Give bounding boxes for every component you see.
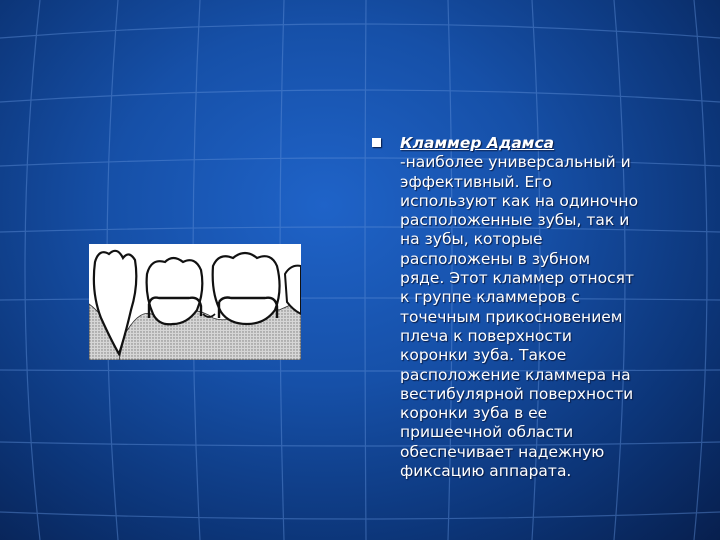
body-line: эффективный. Его — [400, 172, 552, 191]
body-line: на зубы, которые — [400, 230, 543, 249]
body-line: расположение кламмера на — [400, 365, 631, 384]
body-line: используют как на одиночно — [400, 191, 639, 210]
body-line: фиксацию аппарата. — [400, 462, 572, 481]
bullet-item — [400, 134, 692, 481]
body-line: плеча к поверхности — [400, 326, 572, 345]
adams-clasp-illustration — [89, 244, 301, 360]
body-line: точечным прикосновением — [400, 307, 623, 326]
body-line: к группе кламмеров с — [400, 288, 580, 307]
body-line: -наиболее универсальный и — [400, 153, 631, 172]
body-line: вестибулярной поверхности — [400, 384, 634, 403]
body-line: обеспечивает надежную — [400, 442, 605, 461]
body-line: пришеечной области — [400, 423, 574, 442]
body-line: коронки зуба в ее — [400, 404, 548, 423]
body-line: ряде. Этот кламмер относят — [400, 269, 635, 288]
text-block — [372, 134, 692, 481]
bullet-square-icon — [372, 138, 381, 147]
body-line: расположены в зубном — [400, 249, 591, 268]
body-line: коронки зуба. Такое — [400, 346, 567, 365]
body-line: расположенные зубы, так и — [400, 211, 630, 230]
slide-title: Кламмер Адамса — [400, 134, 555, 152]
